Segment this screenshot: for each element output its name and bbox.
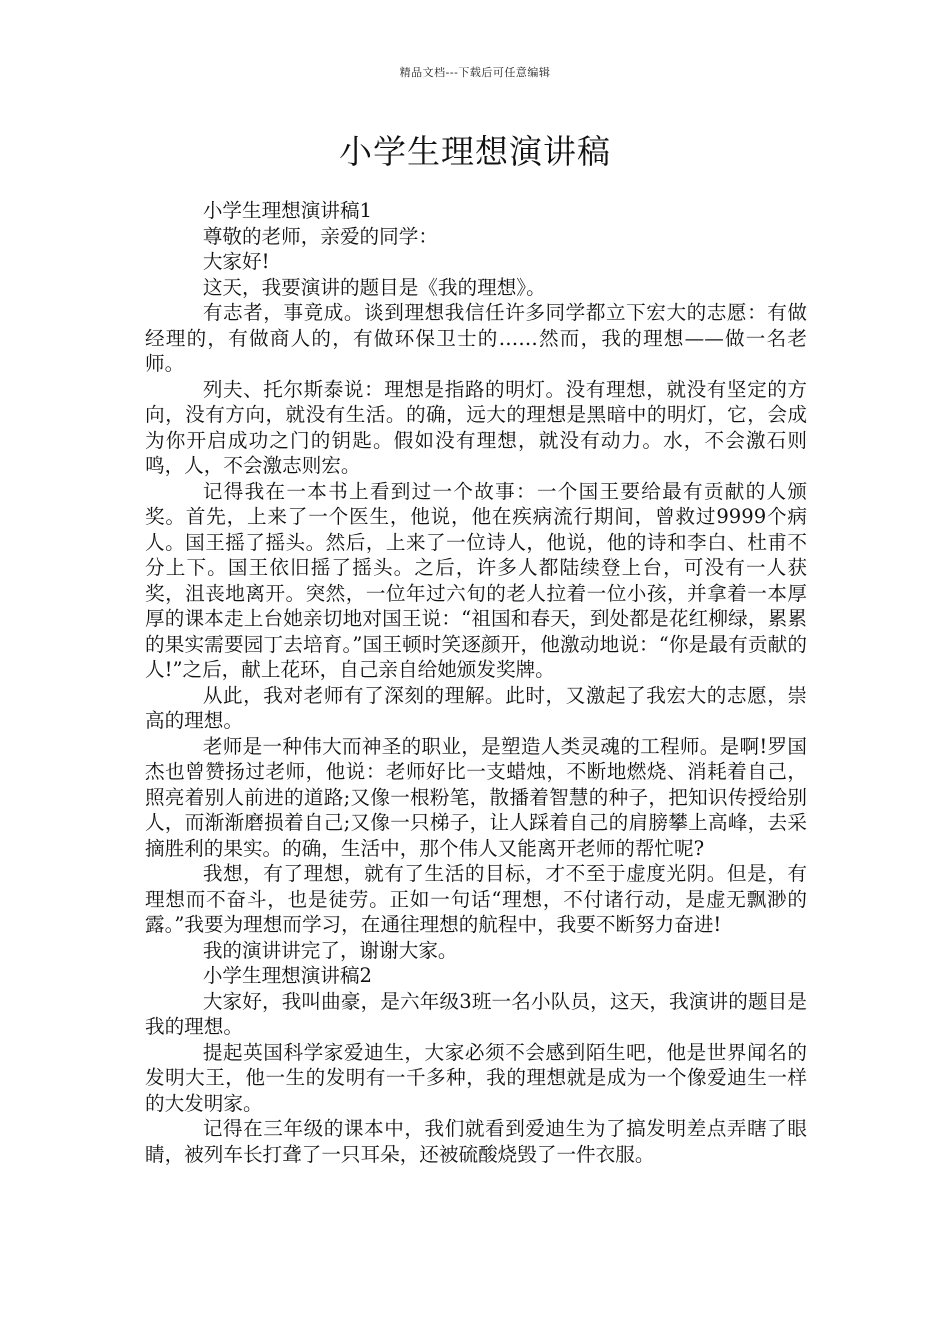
paragraph: 有志者，事竟成。谈到理想我信任许多同学都立下宏大的志愿：有做经理的，有做商人的，有做环保卫士的……然而，我的理想——做一名老师。 [145,301,807,375]
paragraph: 小学生理想演讲稿1 [202,199,373,222]
document-title: 小学生理想演讲稿 [339,132,611,171]
paragraph: 我的演讲讲完了，谢谢大家。 [202,938,458,962]
paragraph: 从此，我对老师有了深刻的理解。此时，又激起了我宏大的志愿，崇高的理想。 [145,683,807,732]
paragraph: 这天，我要演讲的题目是《我的理想》。 [202,275,546,299]
paragraph: 记得在三年级的课本中，我们就看到爱迪生为了搞发明差点弄瞎了眼睛，被列车长打聋了一只耳朵，还被硫酸烧毁了一件衣服。 [145,1117,807,1166]
paragraph: 尊敬的老师，亲爱的同学： [202,224,438,248]
paragraph: 老师是一种伟大而神圣的职业，是塑造人类灵魂的工程师。是啊!罗国杰也曾赞扬过老师，他说：老师好比一支蜡烛，不断地燃烧、消耗着自己，照亮着别人前进的道路;又像一根粉笔，散播着智慧的种子，把知识传授给别人，而渐渐磨损着自己;又像一只梯子，让人踩着自己的肩膀攀上高峰，去采摘胜利的果实。的确，生活中，那个伟人又能离开老师的帮忙呢? [145,734,807,860]
paragraph: 大家好，我叫曲豪，是六年级3班一名小队员，这天，我演讲的题目是我的理想。 [145,989,807,1038]
paragraph: 提起英国科学家爱迪生，大家必须不会感到陌生吧，他是世界闻名的发明大王，他一生的发明有一千多种，我的理想就是成为一个像爱迪生一样的大发明家。 [145,1040,807,1115]
paragraph: 大家好! [202,250,270,273]
paragraph: 我想，有了理想，就有了生活的目标，才不至于虚度光阴。但是，有理想而不奋斗，也是徒劳。正如一句话“理想，不付诸行动，是虚无飘渺的露。”我要为理想而学习，在通往理想的航程中，我要不断努力奋进! [145,862,807,936]
page-header-note: 精品文档---下载后可任意编辑 [399,66,551,79]
paragraph: 列夫、托尔斯泰说：理想是指路的明灯。没有理想，就没有坚定的方向，没有方向，就没有生活。的确，远大的理想是黑暗中的明灯，它，会成为你开启成功之门的钥匙。假如没有理想，就没有动力。水，不会激石则鸣，人，不会激志则宏。 [145,377,807,477]
paragraph: 记得我在一本书上看到过一个故事：一个国王要给最有贡献的人颁奖。首先，上来了一个医生，他说，他在疾病流行期间，曾救过9999个病人。国王摇了摇头。然后，上来了一位诗人，他说，他的诗和李白、杜甫不分上下。国王依旧摇了摇头。之后，许多人都陆续登上台，可没有一人获奖，沮丧地离开。突然，一位年过六旬的老人拉着一位小孩，并拿着一本厚厚的课本走上台她亲切地对国王说：“祖国和春天，到处都是花红柳绿，累累的果实需要园丁去培育。”国王顿时笑逐颜开，他激动地说：“你是最有贡献的人!”之后，献上花环，自己亲自给她颁发奖牌。 [145,479,807,681]
document-body [145,198,807,1167]
paragraph: 小学生理想演讲稿2 [202,964,373,987]
